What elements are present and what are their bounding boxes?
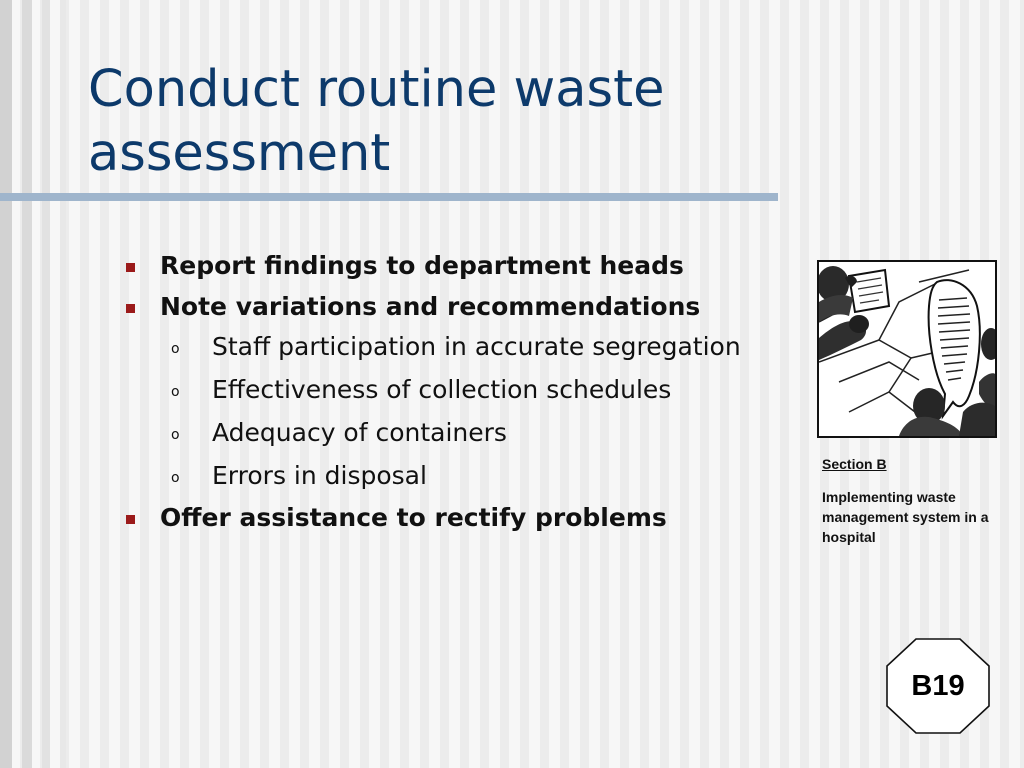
sub-bullet-item [160,330,800,363]
sub-bullet-text: Effectiveness of collection schedules [212,375,672,404]
bullet-item [120,291,800,492]
square-bullet-icon [126,515,135,524]
section-description: Implementing waste management system in a hospital [822,489,989,545]
bullet-list [120,250,800,543]
sub-bullet-item [160,373,800,406]
section-title: Section B [822,456,887,472]
circle-bullet-icon: o [171,384,180,400]
circle-bullet-icon: o [171,470,180,486]
sub-bullet-text: Errors in disposal [212,461,427,490]
circle-bullet-icon: o [171,341,180,357]
sub-bullet-text: Staff participation in accurate segregation [212,332,741,361]
sub-bullet-list [160,330,800,492]
circle-bullet-icon: o [171,427,180,443]
slide-code-badge: B19 [911,669,965,702]
bullet-text: Report findings to department heads [160,251,684,280]
bullet-text: Offer assistance to rectify problems [160,503,667,532]
sub-bullet-item [160,459,800,492]
title-underline [0,193,778,201]
bullet-text: Note variations and recommendations [160,292,701,321]
bullet-item [120,502,800,533]
people-reviewing-waste-report-illustration [817,260,997,438]
sub-bullet-text: Adequacy of containers [212,418,507,447]
bullet-item [120,250,800,281]
square-bullet-icon [126,304,135,313]
slide-title: Conduct routine waste assessment [88,60,665,183]
sub-bullet-item [160,416,800,449]
square-bullet-icon [126,263,135,272]
